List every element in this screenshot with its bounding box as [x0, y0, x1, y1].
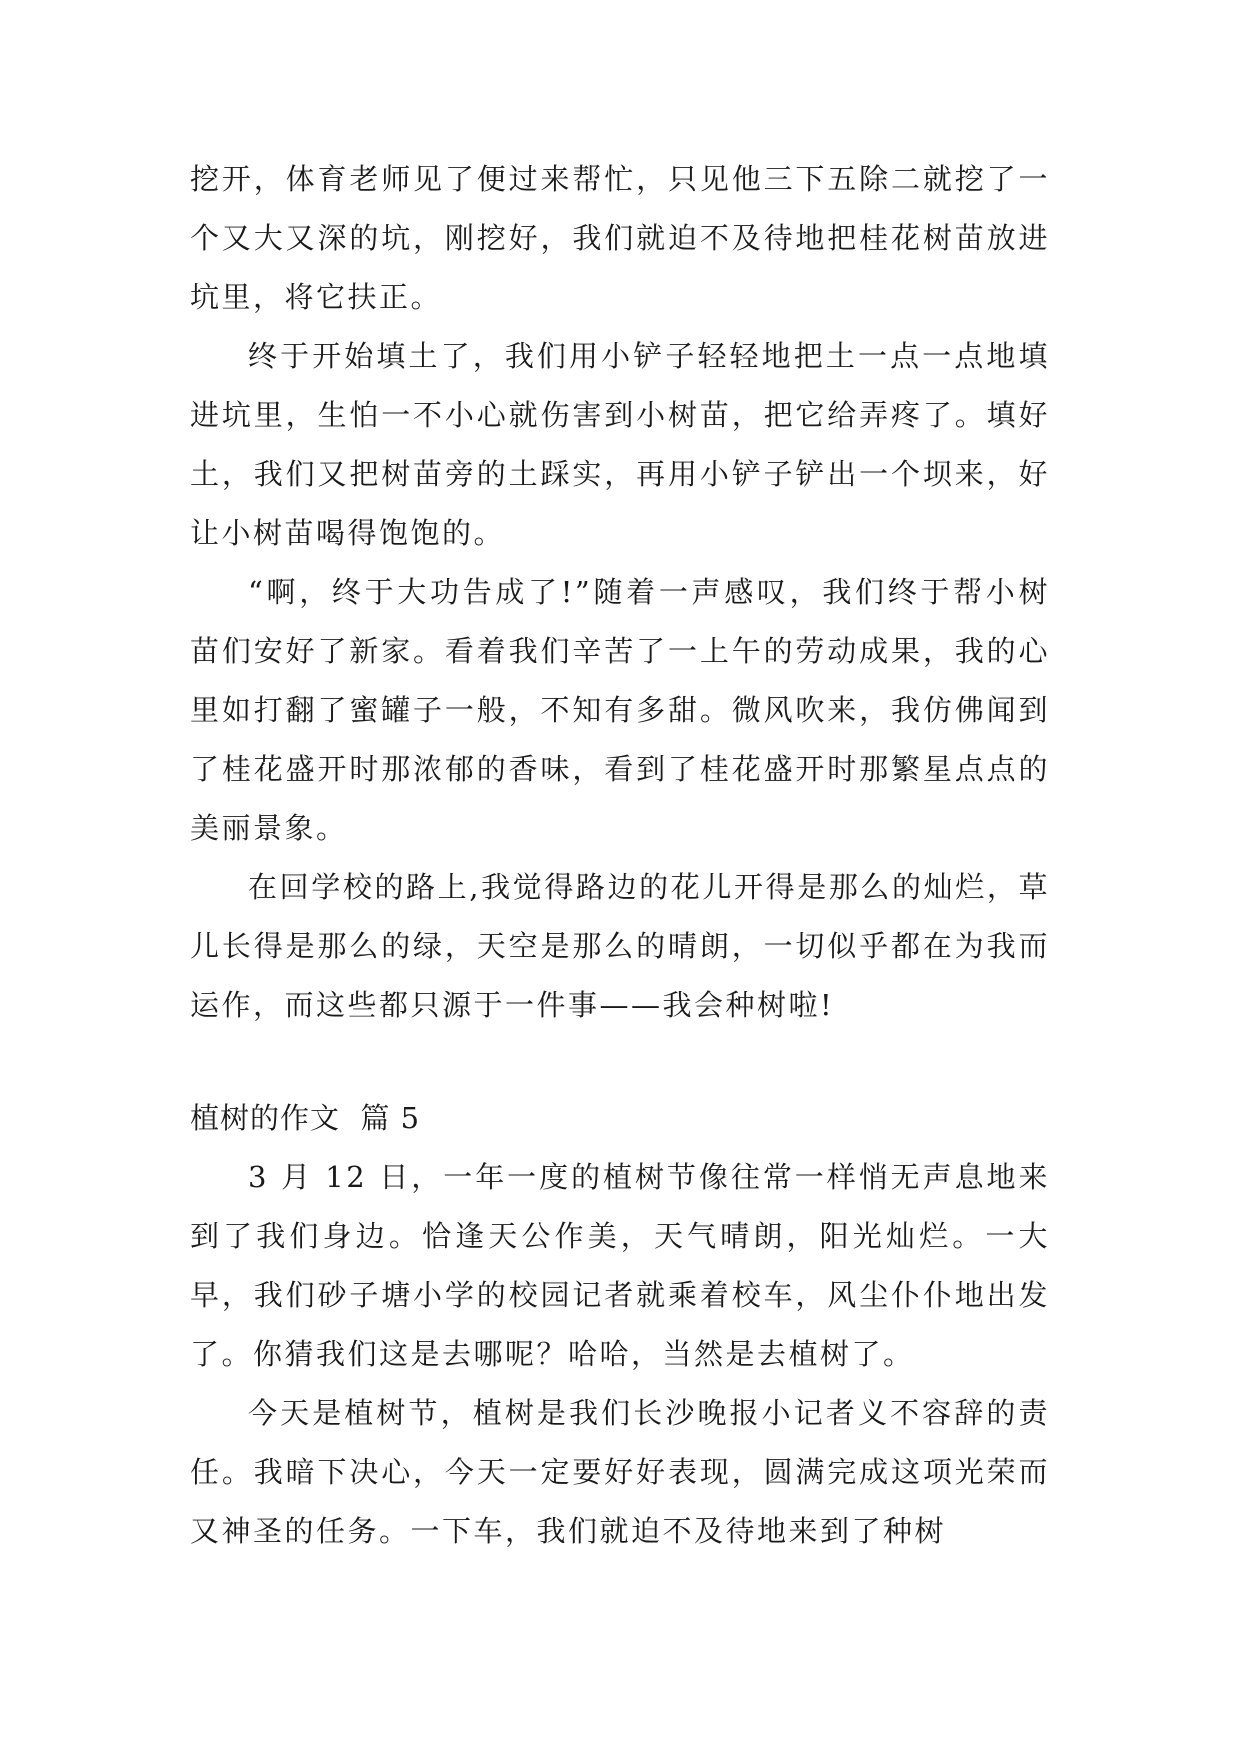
paragraph-success: “啊，终于大功告成了!”随着一声感叹，我们终于帮小树苗们安好了新家。看着我们辛苦了一上午的劳动成果，我的心里如打翻了蜜罐子一般，不知有多甜。微风吹来，我仿佛闻到了桂花盛开时那浓郁的香味，看到了桂花盛开时那繁星点点的美丽景象。 — [190, 575, 1050, 845]
paragraph-responsibility: 今天是植树节，植树是我们长沙晚报小记者义不容辞的责任。我暗下决心，今天一定要好好表现，圆满完成这项光荣而又神圣的任务。一下车，我们就迫不及待地来到了种树 — [190, 1396, 1050, 1548]
section-title: 植树的作文 篇 5 — [190, 1101, 421, 1135]
paragraph-filling-soil: 终于开始填土了，我们用小铲子轻轻地把土一点一点地填进坑里，生怕一不小心就伤害到小树苗，把它给弄疼了。填好土，我们又把树苗旁的土踩实，再用小铲子铲出一个坝来，好让小树苗喝得饱饱的。 — [190, 339, 1050, 550]
document-body — [190, 150, 1050, 1561]
paragraph-arbor-day: 3 月 12 日，一年一度的植树节像往常一样悄无声息地来到了我们身边。恰逢天公作美，天气晴朗，阳光灿烂。一大早，我们砂子塘小学的校园记者就乘着校车，风尘仆仆地出发了。你猜我们这是去哪呢？哈哈，当然是去植树了。 — [190, 1160, 1050, 1371]
paragraph-continued: 挖开，体育老师见了便过来帮忙，只见他三下五除二就挖了一个又大又深的坑，刚挖好，我们就迫不及待地把桂花树苗放进坑里，将它扶正。 — [190, 162, 1050, 314]
paragraph-return-school: 在回学校的路上,我觉得路边的花儿开得是那么的灿烂，草儿长得是那么的绿，天空是那么的晴朗，一切似乎都在为我而运作，而这些都只源于一件事——我会种树啦! — [190, 870, 1050, 1022]
